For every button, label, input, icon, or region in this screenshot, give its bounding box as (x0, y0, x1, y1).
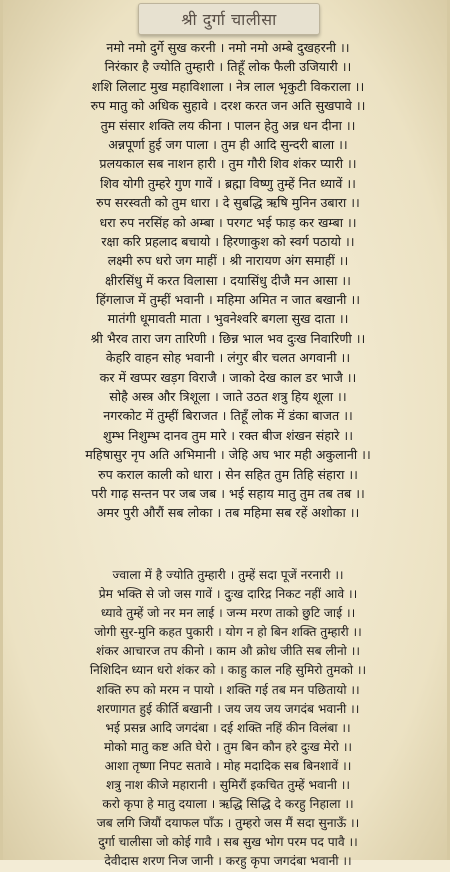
verse-line: रुप कराल काली को धारा । सेन सहित तुम तिहि संहारा ।। (98, 466, 358, 482)
verse-line: ज्वाला में है ज्योति तुम्हारी । तुम्हें सदा पूजें नरनारी ।। (112, 568, 344, 582)
verse-line: प्रलयकाल सब नाशन हारी । तुम गौरी शिव शंकर प्यारी ।। (99, 156, 357, 172)
title-banner (138, 3, 320, 35)
verse-line: दुर्गा चालीसा जो कोई गावै । सब सुख भोग परम पद पावै ।। (98, 835, 358, 850)
verse-line: करो कृपा हे मातु दयाला । ऋद्धि सिद्धि दे करहु निहाला ।। (102, 797, 354, 812)
verse-line: अमर पुरी औरौं सब लोका । तब महिमा सब रहें अशोका ।। (96, 505, 360, 521)
verse-line: नगरकोट में तुम्हीं बिराजत । तिहूँ लोक में डंका बाजत ।। (103, 408, 353, 424)
verse-line: शुम्भ निशुम्भ दानव तुम मारे । रक्त बीज शंखन संहारे ।। (103, 427, 353, 443)
verse-line: शक्ति रुप को मरम न पायो । शक्ति गई तब मन पछितायो ।। (96, 682, 360, 697)
verse-line: निरंकार है ज्योति तुम्हारी । तिहूँ लोक फैली उजियारी ।। (104, 59, 352, 75)
verse-line: केहरि वाहन सोह भवानी । लंगुर बीर चलत अगवानी ।। (105, 350, 351, 366)
verse-line: शरणागत हुई कीर्ति बखानी । जय जय जय जगदंब भवानी ।। (96, 701, 360, 716)
verse-line: रुप मातु को अधिक सुहावे । दरश करत जन अति सुखपावे ।। (90, 98, 366, 114)
verse-line: निशिदिन ध्यान धरो शंकर को । काहु काल नहि सुमिरो तुमको ।। (89, 663, 367, 678)
page-title: श्री दुर्गा चालीसा (181, 10, 277, 29)
verse-line: अन्नपूर्णा हुई जग पाला । तुम ही आदि सुन्दरी बाला ।। (108, 136, 348, 152)
verse-line: रुप सरस्वती को तुम धारा । दे सुबद्धि ऋषि मुनिन उबारा ।। (96, 195, 360, 211)
verse-line: महिषासुर नृप अति अभिमानी । जेहि अघ भार मही अकुलानी ।। (85, 447, 371, 463)
verse-block-2 (3, 566, 450, 872)
verse-line: हिंगलाज में तुम्हीं भवानी । महिमा अमित न जात बखानी ।। (95, 292, 360, 308)
verse-line: मोको मातु कष्ट अति घेरो । तुम बिन कौन हरे दुःख मेरो ।। (103, 739, 353, 754)
verse-line: रक्षा करि प्रहलाद बचायो । हिरणाकुश को स्वर्ग पठायो ।। (101, 233, 355, 249)
verse-line: श्री भैरव तारा जग तारिणी । छिन्न भाल भव दुःख निवारिणी ।। (90, 330, 366, 346)
verse-line: कर में खप्पर खड़ग विराजै । जाको देख काल डर भाजै ।। (99, 369, 357, 385)
verse-line: लक्ष्मी रुप धरो जग माहीं । श्री नारायण अंग समाहीं ।। (107, 253, 349, 269)
verse-line: देवीदास शरण निज जानी । करहु कृपा जगदंबा भवानी ।। (104, 854, 352, 869)
verse-line: ध्यावे तुम्हें जो नर मन लाई । जन्म मरण ताको छुटि जाई ।। (100, 606, 356, 621)
verse-line: परी गाढ़ सन्तन पर जब जब । भई सहाय मातु तुम तब तब ।। (91, 485, 365, 501)
verse-line: शत्रु नाश कीजे महारानी । सुमिरौं इकचित तुम्हें भवानी ।। (105, 778, 350, 793)
verse-line: जब लगि जियौं दयाफल पाँऊ । तुम्हरो जस मैं सदा सुनाऊँ ।। (96, 816, 360, 831)
verse-line: मातंगी धूमावती माता । भुवनेश्वरि बगला सुख दाता ।। (107, 311, 349, 327)
verse-line: क्षीरसिंधु में करत विलासा । दयासिंधु दीजै मन आसा ।। (105, 272, 351, 288)
verse-block-1 (3, 38, 450, 523)
verse-line: शंकर आचारज तप कीनो । काम औ क्रोध जीति सब लीनो ।। (96, 644, 360, 659)
verse-line: धरा रुप नरसिंह को अम्बा । परगट भई फाड़ कर खम्बा ।। (99, 214, 357, 230)
verse-line: आशा तृष्णा निपट सतावे । मोह मदादिक सब बिनशावें ।। (104, 758, 352, 773)
verse-line: प्रेम भक्ति से जो जस गावें । दुःख दारिद्र निकट नहीं आवे ।। (98, 587, 358, 602)
verse-line: सोहै अस्त्र और त्रिशूला । जाते उठत शत्रु हिय शूला ।। (109, 389, 347, 405)
verse-line: शशि लिलाट मुख महाविशाला । नेत्र लाल भृकुटी विकराला ।। (91, 78, 365, 94)
verse-line: भई प्रसन्न आदि जगदंबा । दई शक्ति नहिं कीन विलंबा ।। (105, 720, 351, 735)
verse-line: नमो नमो दुर्गे सुख करनी । नमो नमो अम्बे दुखहरनी ।। (106, 40, 350, 55)
verse-line: शिव योगी तुम्हरे गुण गावें । ब्रह्मा विष्णु तुम्हें नित ध्यावें ।। (100, 175, 356, 191)
verse-line: जोगी सुर-मुनि कहत पुकारी । योग न हो बिन शक्ति तुम्हारी ।। (94, 625, 362, 640)
verse-line: तुम संसार शक्ति लय कीना । पालन हेतु अन्न धन दीना ।। (100, 117, 356, 133)
